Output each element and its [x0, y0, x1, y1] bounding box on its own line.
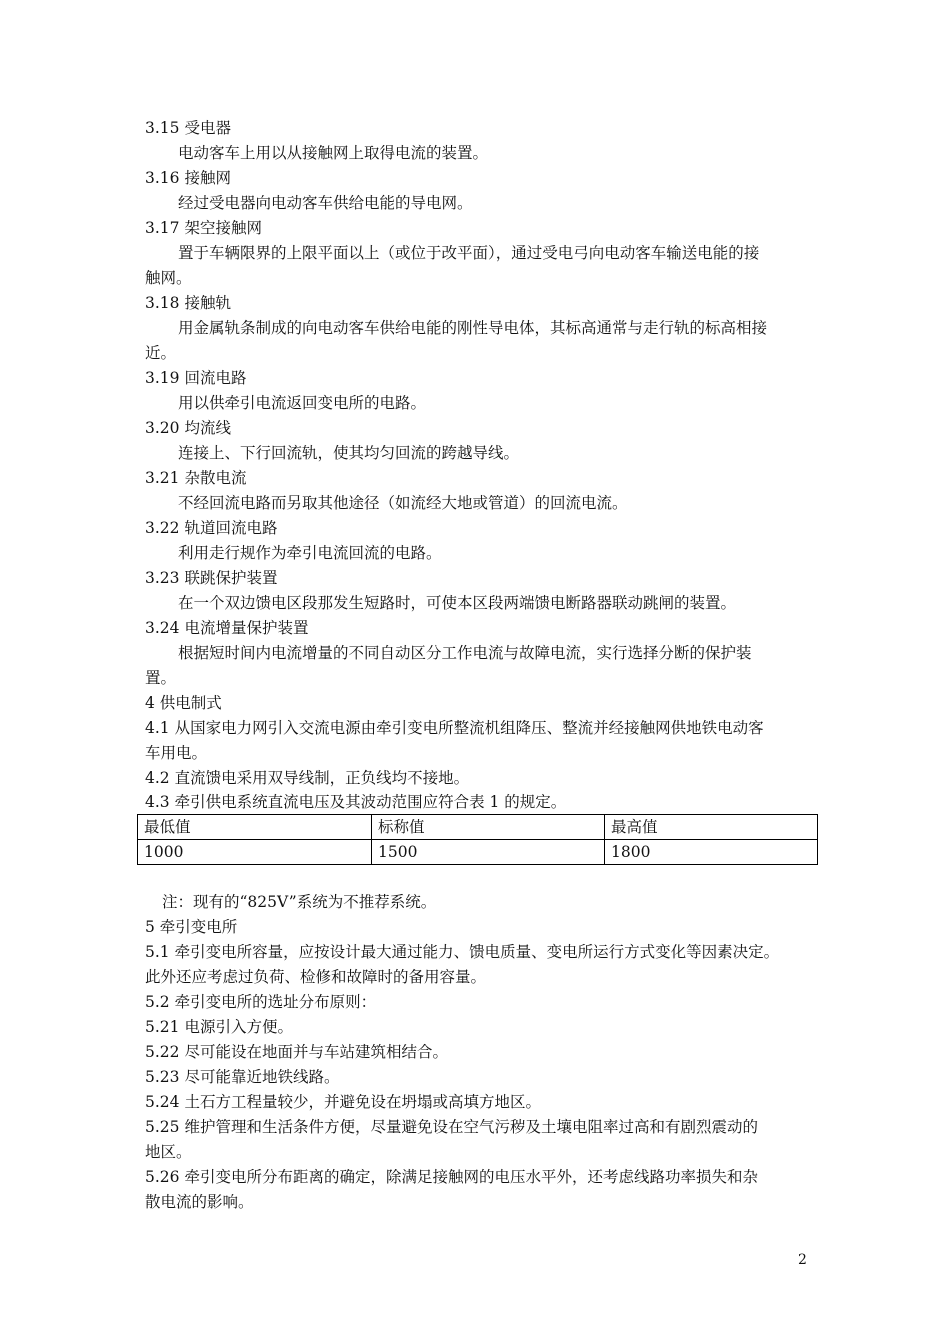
table-cell: 1800 — [605, 840, 818, 865]
paragraph: 4.3 牵引供电系统直流电压及其波动范围应符合表 1 的规定。 — [145, 793, 567, 811]
section-heading: 3.18 接触轨 — [145, 294, 231, 312]
list-item: 5.26 牵引变电所分布距离的确定，除满足接触网的电压水平外，还考虑线路功率损失和杂 — [145, 1168, 758, 1186]
table-row — [138, 840, 818, 865]
section-heading: 3.22 轨道回流电路 — [145, 519, 278, 537]
table-header-cell: 最低值 — [138, 815, 372, 840]
voltage-table — [137, 814, 818, 865]
table-header-cell: 最高值 — [605, 815, 818, 840]
list-item: 5.22 尽可能设在地面并与车站建筑相结合。 — [145, 1043, 448, 1061]
paragraph: 5.1 牵引变电所容量，应按设计最大通过能力、馈电质量、变电所运行方式变化等因素决定。 — [145, 943, 780, 961]
section-heading: 3.24 电流增量保护装置 — [145, 619, 309, 637]
paragraph-continuation: 近。 — [145, 344, 177, 362]
section-heading: 3.17 架空接触网 — [145, 219, 262, 237]
list-item: 5.25 维护管理和生活条件方便，尽量避免设在空气污秽及土壤电阻率过高和有剧烈震动的 — [145, 1118, 758, 1136]
paragraph-continuation: 此外还应考虑过负荷、检修和故障时的备用容量。 — [145, 968, 487, 986]
list-item: 5.24 土石方工程量较少，并避免设在坍塌或高填方地区。 — [145, 1093, 541, 1111]
table-header-cell: 标称值 — [372, 815, 605, 840]
paragraph: 置于车辆限界的上限平面以上（或位于改平面），通过受电弓向电动客车输送电能的接 — [178, 244, 760, 262]
paragraph: 4.1 从国家电力网引入交流电源由牵引变电所整流机组降压、整流并经接触网供地铁电动客 — [145, 719, 764, 737]
paragraph: 连接上、下行回流轨，使其均匀回流的跨越导线。 — [178, 444, 520, 462]
section-heading: 3.15 受电器 — [145, 119, 231, 137]
section-heading: 3.23 联跳保护装置 — [145, 569, 278, 587]
section-heading: 3.21 杂散电流 — [145, 469, 247, 487]
paragraph: 电动客车上用以从接触网上取得电流的装置。 — [178, 144, 489, 162]
table-note: 注：现有的“825V”系统为不推荐系统。 — [162, 893, 437, 911]
table-cell: 1500 — [372, 840, 605, 865]
section-heading: 3.20 均流线 — [145, 419, 231, 437]
paragraph-continuation: 触网。 — [145, 269, 192, 287]
paragraph: 5.2 牵引变电所的选址分布原则： — [145, 993, 377, 1011]
list-item: 5.21 电源引入方便。 — [145, 1018, 293, 1036]
paragraph: 在一个双边馈电区段那发生短路时，可使本区段两端馈电断路器联动跳闸的装置。 — [178, 594, 737, 612]
paragraph: 根据短时间内电流增量的不同自动区分工作电流与故障电流，实行选择分断的保护装 — [178, 644, 752, 662]
paragraph: 利用走行规作为牵引电流回流的电路。 — [178, 544, 442, 562]
list-item: 5.23 尽可能靠近地铁线路。 — [145, 1068, 340, 1086]
paragraph: 4.2 直流馈电采用双导线制，正负线均不接地。 — [145, 769, 470, 787]
paragraph: 不经回流电路而另取其他途径（如流经大地或管道）的回流电流。 — [178, 494, 628, 512]
paragraph-continuation: 置。 — [145, 669, 177, 687]
paragraph: 用以供牵引电流返回变电所的电路。 — [178, 394, 427, 412]
section-heading: 4 供电制式 — [145, 694, 222, 712]
paragraph: 用金属轨条制成的向电动客车供给电能的刚性导电体，其标高通常与走行轨的标高相接 — [178, 319, 768, 337]
paragraph: 经过受电器向电动客车供给电能的导电网。 — [178, 194, 473, 212]
paragraph-continuation: 散电流的影响。 — [145, 1193, 254, 1211]
section-heading: 3.19 回流电路 — [145, 369, 247, 387]
section-heading: 5 牵引变电所 — [145, 918, 238, 936]
section-heading: 3.16 接触网 — [145, 169, 231, 187]
paragraph-continuation: 地区。 — [145, 1143, 192, 1161]
table-cell: 1000 — [138, 840, 372, 865]
paragraph-continuation: 车用电。 — [145, 744, 208, 762]
table-header-row — [138, 815, 818, 840]
page-number: 2 — [798, 1252, 807, 1268]
